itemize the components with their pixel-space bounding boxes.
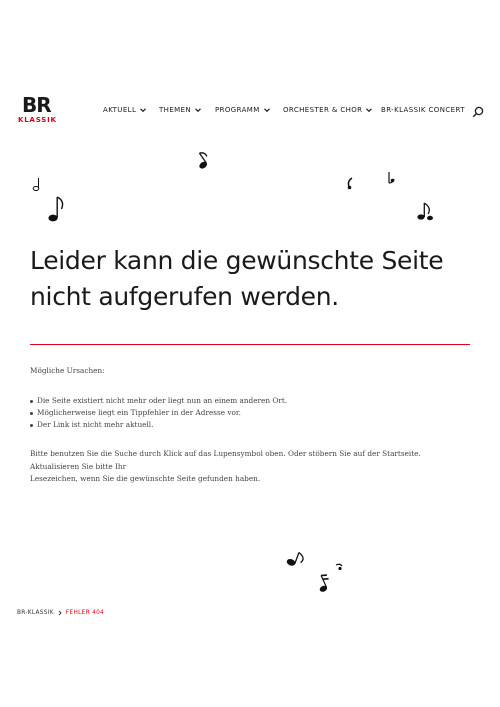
music-note-icon [32,176,42,192]
music-note-icon [193,148,217,170]
headline-line: nicht aufgerufen werden. [30,282,339,311]
nav-item-label: AKTUELL [103,106,137,114]
breadcrumb-current: FEHLER 404 [65,610,105,616]
music-note-icon [386,170,398,186]
causes-label: Mögliche Ursachen: [30,366,105,375]
search-icon[interactable] [472,106,484,118]
advice-line: Bitte benutzen Sie die Suche durch Klick auf das Lupensymbol oben. Oder stöbern Sie auf der Startseite. Aktualisieren Sie bitte Ihr [30,449,421,471]
logo-br-text: BR [22,93,51,117]
nav-item-label: PROGRAMM [215,106,260,114]
music-note-icon [345,176,355,190]
chevron-right-icon [57,610,63,616]
breadcrumb [17,610,104,616]
music-note-icon [416,200,436,222]
advice-text [30,448,470,486]
music-note-icon [47,194,67,224]
br-klassik-logo[interactable] [18,95,58,129]
chevron-down-icon [263,106,271,114]
nav-item-br-klassik-concert[interactable] [381,106,465,114]
list-item: Der Link ist nicht mehr aktuell. [30,419,470,431]
list-item: Die Seite existiert nicht mehr oder liegt nun an einem anderen Ort. [30,395,470,407]
nav-item-orchester-chor[interactable] [283,106,373,114]
nav-item-aktuell[interactable] [103,106,147,114]
headline-line: Leider kann die gewünschte Seite [30,246,444,275]
error-headline [30,243,470,315]
advice-line: Lesezeichen, wenn Sie die gewünschte Seite gefunden haben. [30,474,261,483]
chevron-down-icon [139,106,147,114]
causes-list [30,395,470,431]
nav-item-label: BR-KLASSIK CONCERT [381,106,465,114]
error-description [30,365,470,486]
nav-item-label: ORCHESTER & CHOR [283,106,363,114]
music-note-icon [315,572,333,594]
nav-item-label: THEMEN [159,106,192,114]
music-note-icon [286,550,312,572]
logo-klassik-text: KLASSIK [18,116,57,124]
chevron-down-icon [365,106,373,114]
list-item: Möglicherweise liegt ein Tippfehler in der Adresse vor. [30,407,470,419]
nav-item-themen[interactable] [159,106,202,114]
nav-item-programm[interactable] [215,106,271,114]
breadcrumb-home[interactable]: BR-KLASSIK [17,610,54,616]
red-divider [30,344,470,345]
music-note-icon [334,562,344,572]
chevron-down-icon [194,106,202,114]
